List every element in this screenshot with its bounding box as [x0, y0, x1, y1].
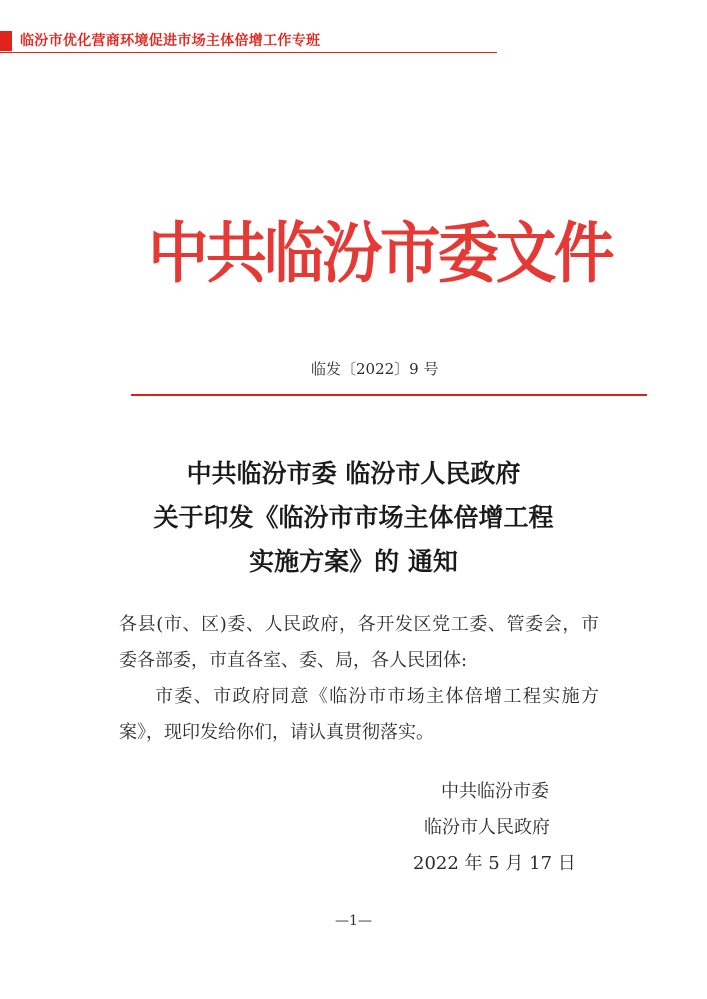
document-issuer-title: 中共临汾市委文件 [148, 214, 612, 292]
signatory-government: 临汾市人民政府 [424, 817, 550, 838]
header-rule [0, 52, 497, 53]
document-date: 2022 年 5 月 17 日 [413, 853, 576, 874]
page-number: —1— [335, 913, 372, 929]
addressee-paragraph: 各县(市、区)委、人民政府，各开发区党工委、管委会，市委各部委，市直各室、委、局，各人民团体: [119, 614, 599, 671]
red-separator-rule [131, 394, 647, 396]
header-title: 临汾市优化营商环境促进市场主体倍增工作专班 [20, 33, 321, 49]
subject-line-2: 关于印发《临汾市市场主体倍增工程 [153, 503, 554, 532]
header-red-block [0, 31, 12, 51]
notice-paragraph: 市委、市政府同意《临汾市市场主体倍增工程实施方案》，现印发给你们，请认真贯彻落实。 [119, 686, 599, 743]
document-body [119, 607, 599, 751]
subject-line-3: 实施方案》的 通知 [249, 547, 458, 576]
signatory-party-committee: 中共临汾市委 [441, 781, 549, 802]
document-subject [60, 452, 647, 584]
document-number: 临发〔2022〕9 号 [311, 360, 439, 378]
subject-line-1: 中共临汾市委 临汾市人民政府 [186, 459, 521, 488]
